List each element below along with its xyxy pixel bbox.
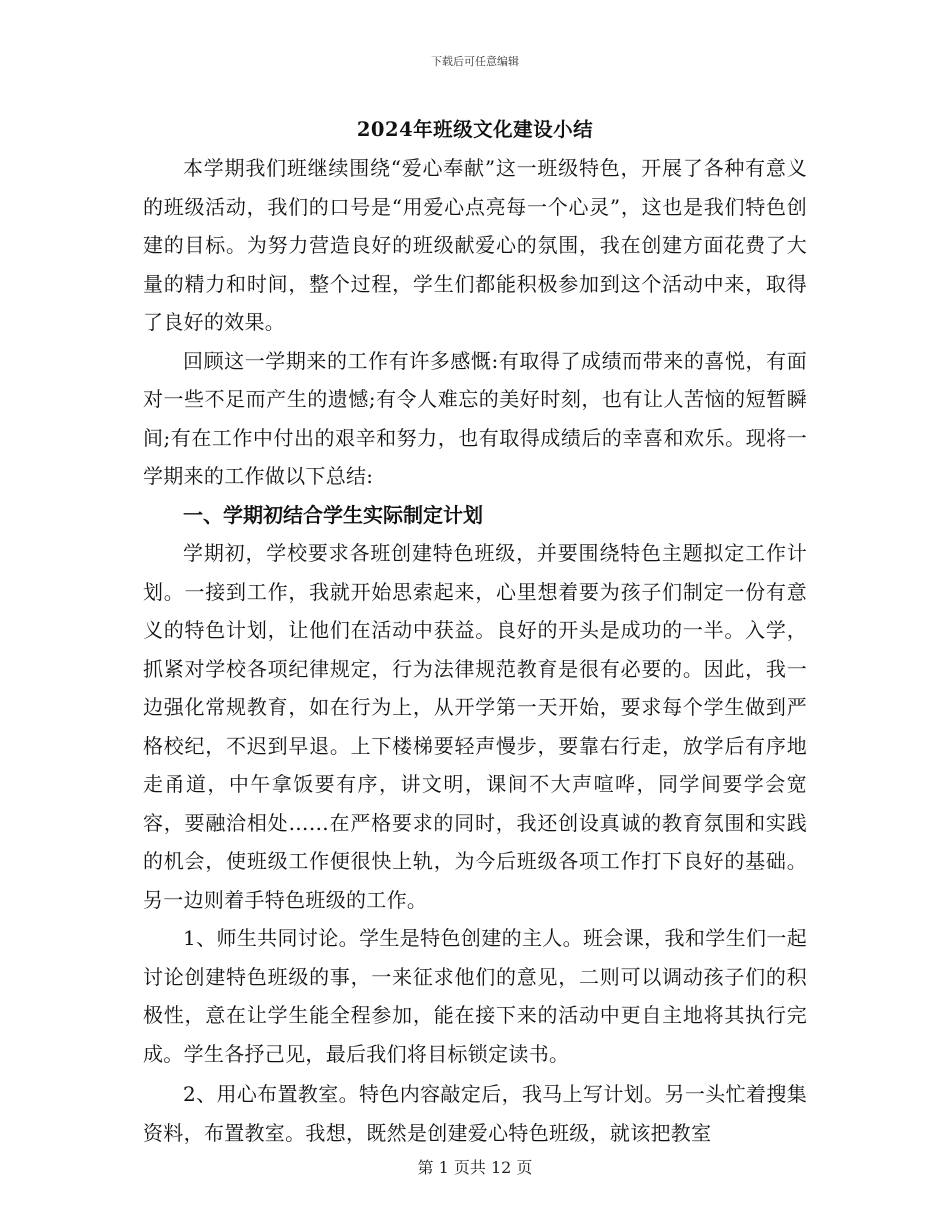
document-body — [143, 149, 807, 1152]
section-paragraph: 2、用心布置教室。特色内容敲定后，我马上写计划。另一头忙着搜集资料，布置教室。我想，既然是创建爱心特色班级，就该把教室 — [143, 1082, 807, 1145]
page-footer: 第 1 页共 12 页 — [417, 1158, 533, 1177]
section-paragraph: 1、师生共同讨论。学生是特色创建的主人。班会课，我和学生们一起讨论创建特色班级的事，一来征求他们的意见，二则可以调动孩子们的积极性，意在让学生能全程参加，能在接下来的活动中更自主地将其执行完成。学生各抒己见，最后我们将目标锁定读书。 — [143, 926, 807, 1066]
section-paragraph: 学期初，学校要求各班创建特色班级，并要围绕特色主题拟定工作计划。一接到工作，我就开始思索起来，心里想着要为孩子们制定一份有意义的特色计划，让他们在活动中获益。良好的开头是成功的一半。入学，抓紧对学校各项纪律规定，行为法律规范教育是很有必要的。因此，我一边强化常规教育，如在行为上，从开学第一天开始，要求每个学生做到严格校纪，不迟到早退。上下楼梯要轻声慢步，要靠右行走，放学后有序地走甬道，中午拿饭要有序，讲文明，课间不大声喧哗，同学间要学会宽容，要融洽相处……在严格要求的同时，我还创设真诚的教育氛围和实践的机会，使班级工作便很快上轨，为今后班级各项工作打下良好的基础。另一边则着手特色班级的工作。 — [143, 541, 807, 912]
review-paragraph: 回顾这一学期来的工作有许多感慨:有取得了成绩而带来的喜悦，有面对一些不足而产生的遗憾;有令人难忘的美好时刻，也有让人苦恼的短暂瞬间;有在工作中付出的艰辛和努力，也有取得成绩后的幸喜和欢乐。现将一学期来的工作做以下总结: — [143, 348, 807, 488]
section-heading: 一、学期初结合学生实际制定计划 — [183, 502, 483, 527]
page-header-note: 下载后可任意编辑 — [431, 55, 519, 68]
document-title: 2024年班级文化建设小结 — [356, 118, 594, 141]
intro-paragraph: 本学期我们班继续围绕“爱心奉献”这一班级特色，开展了各种有意义的班级活动，我们的口号是“用爱心点亮每一个心灵”，这也是我们特色创建的目标。为努力营造良好的班级献爱心的氛围，我在创建方面花费了大量的精力和时间，整个过程，学生们都能积极参加到这个活动中来，取得了良好的效果。 — [143, 156, 807, 334]
